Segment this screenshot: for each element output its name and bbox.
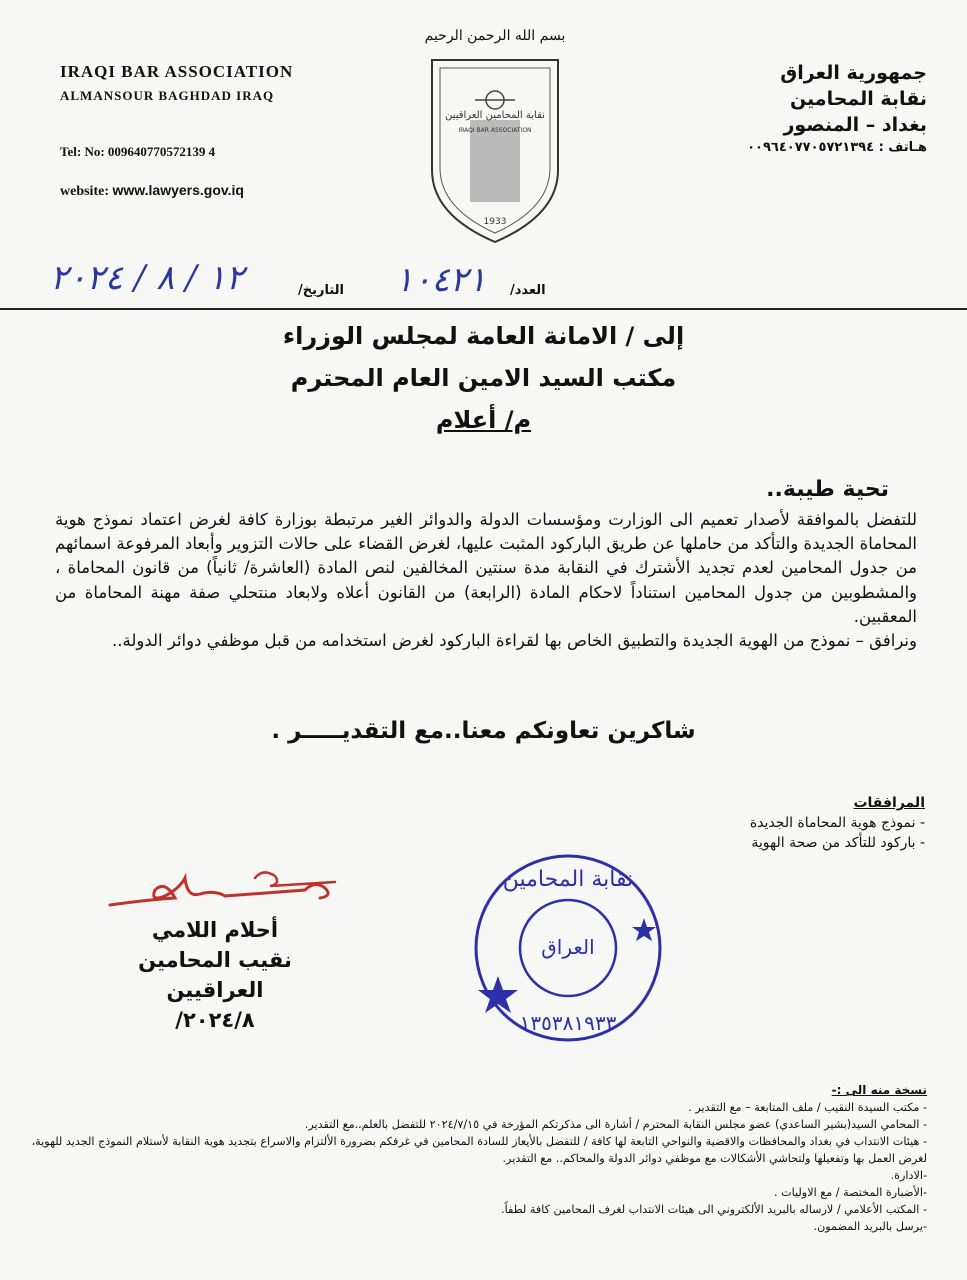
website-line	[60, 182, 360, 200]
attachments	[625, 795, 925, 853]
number-value: ١٠٤٢١	[395, 260, 487, 300]
copy-item: -يرسل بالبريد المضمون.	[813, 1220, 927, 1233]
copy-item: -الأضبارة المختصة / مع الاوليات .	[773, 1186, 927, 1199]
stamp-serial: ١٣٥٣٨١٩٣٣	[519, 1011, 617, 1035]
signer-date: ٢٠٢٤/٨/	[175, 1008, 255, 1032]
copy-item: -الادارة.	[890, 1169, 927, 1182]
org-name-ar: نقابة المحامين	[789, 88, 927, 110]
body-paragraph: ونرافق – نموذج من الهوية الجديدة والتطبيق الخاص بها لقراءة الباركود لغرض استخدامه من قبل موظفي دوائر الدولة..	[112, 631, 917, 651]
signature-icon	[105, 860, 345, 920]
date-value: ١٢ / ٨ / ٢٠٢٤	[50, 258, 244, 298]
stamp-outer-text: نقابة المحامين	[502, 867, 634, 892]
header-arabic	[667, 60, 927, 158]
bar-association-emblem	[410, 20, 580, 250]
copies-block	[20, 1082, 927, 1235]
phone-en: Tel: No: 009640770572139 4	[60, 144, 216, 159]
header-divider	[0, 308, 967, 310]
attachment-item: - نموذج هوية المحاماة الجديدة	[749, 815, 925, 831]
number-label: العدد/	[510, 283, 546, 298]
signer-title: نقيب المحامين العراقيين	[138, 948, 292, 1002]
signer-block	[95, 915, 335, 1035]
emblem-text-ar: نقابة المحامين العراقيين	[445, 110, 545, 121]
closing-thanks: شاكرين تعاونكم معنا..مع التقديـــــر .	[271, 718, 696, 744]
copy-item: - المكتب الأعلامي / لارساله بالبريد الألكتروني الى هيئات الانتداب لغرف المحامين كافة لطفاً.	[501, 1203, 927, 1216]
copies-title: نسخة منه الى :-	[831, 1083, 927, 1097]
attachments-title: المرافقات	[853, 795, 925, 811]
body-paragraph: للتفضل بالموافقة لأصدار تعميم الى الوزارت ومؤسسات الدولة والدوائر الغير مرتبطة بوزارة كافة لغرض اعتماد نموذج هوية المحاماة الجديدة والتأكد من حاملها عن طريق الباركود المثبت عليها، لغرض القضاء على حالات التزوير وأبعاد المرفوعة اسمائهم من جدول المحامين لعدم تجديد الأشترك في النقابة مدة سنتين المخالفين لنص المادة (العاشرة/ ثانياً) من قانون المحاماة ، والمشطوبين من جدول المحامين استناداً لاحكام المادة (الرابعة) من القانون أعلاه ولابعاد منتحلي صفة مهنة المحاماة من المعقبين.	[55, 510, 917, 626]
official-stamp	[468, 848, 668, 1048]
addressee-block	[0, 315, 967, 441]
letter-body	[55, 508, 917, 653]
reference-line	[30, 250, 560, 310]
phone-ar: هـاتف : ٠٠٩٦٤٠٧٧٠٥٧٢١٣٩٤	[747, 140, 927, 155]
greeting: تحية طيبة..	[766, 477, 889, 502]
country-ar: جمهورية العراق	[780, 62, 927, 84]
website-label: website:	[60, 184, 109, 199]
header-english	[60, 62, 360, 200]
date-label: التاريخ/	[298, 283, 345, 298]
emblem-year: 1933	[483, 217, 507, 227]
subject: م/ أعلام	[435, 406, 532, 434]
shield-icon	[410, 20, 580, 250]
website-url: www.lawyers.gov.iq	[112, 182, 244, 198]
address-en: ALMANSOUR BAGHDAD IRAQ	[60, 88, 275, 103]
emblem-text-en: IRAQI BAR ASSOCIATION	[458, 127, 532, 134]
copy-item: - المحامي السيد(بشير الساعدي) عضو مجلس النقابة المحترم / أشارة الى مذكرتكم المؤرخة في ٢٠٢٤/٧/١٥ للتفضل بالعلم..مع التقدير.	[304, 1118, 927, 1131]
copy-item: - هيئات الانتداب في بغداد والمحافظات والاقضية والنواحي التابعة لها كافة / للتفضل بالأيعاز للسادة المحامين في غرفكم بضرورة الألتزام والاسراع بتجديد هوية النقابة لأستلام النموذج الجديد للهوية، لغرض العمل بها وتفعيلها ولتحاشي الأشكالات مع موظفي دوائر الدولة والمحاكم.. مع التقدير.	[31, 1135, 927, 1165]
address-ar: بغداد – المنصور	[783, 114, 927, 136]
org-name-en: IRAQI BAR ASSOCIATION	[60, 62, 294, 81]
copy-item: - مكتب السيدة النقيب / ملف المتابعة – مع التقدير .	[688, 1101, 927, 1114]
signer-name: أحلام اللامي	[151, 918, 279, 942]
attachment-item: - باركود للتأكد من صحة الهوية	[751, 835, 925, 851]
star-icon	[632, 918, 656, 941]
basmala: بسم الله الرحمن الرحيم	[424, 28, 566, 44]
addressee-line2: مكتب السيد الامين العام المحترم	[290, 364, 677, 392]
stamp-center-text: العراق	[541, 935, 595, 959]
addressee-line1: إلى / الامانة العامة لمجلس الوزراء	[282, 322, 685, 350]
